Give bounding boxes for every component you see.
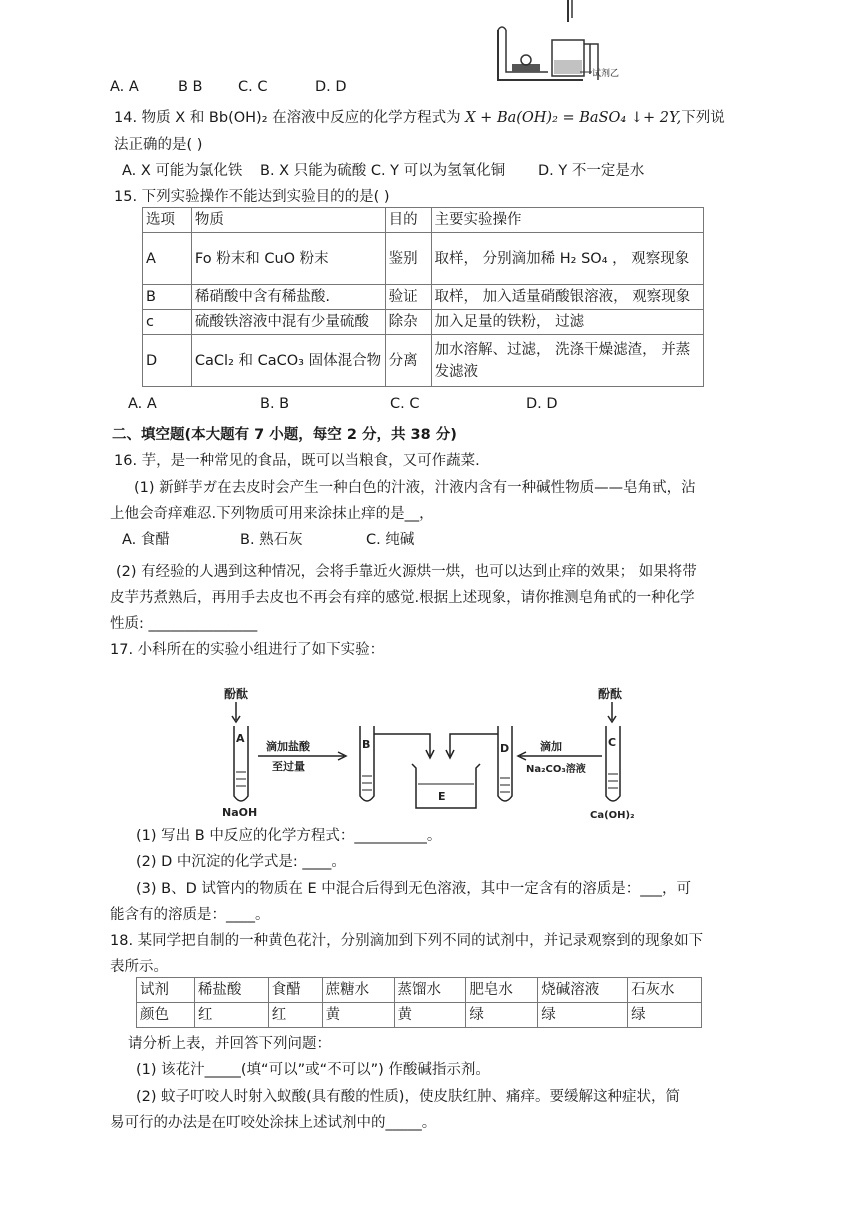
- table-header-cell: 物质: [191, 208, 385, 233]
- table-cell: 绿: [628, 1003, 702, 1028]
- section-heading: 二、填空题(本大题有 7 小题，每空 2 分，共 38 分): [112, 427, 457, 443]
- q14-option-b: B. X 只能为硫酸 C. Y 可以为氢氧化铜: [260, 163, 506, 179]
- q16-part2-line3: 性质: _______________: [110, 616, 258, 632]
- table-header-cell: 主要实验操作: [431, 208, 703, 233]
- q18-stem-line2: 表所示。: [110, 959, 168, 975]
- q13-option-b: B B: [178, 79, 203, 95]
- q14-stem-a: 14. 物质 X 和 Bb(OH)₂ 在溶液中反应的化学方程式为: [114, 110, 466, 126]
- q14-equation: X + Ba(OH)₂ = BaSO₄ ↓+ 2Y,: [465, 110, 682, 126]
- table-cell: 黄: [394, 1003, 466, 1028]
- q16-part1-line1: (1) 新鲜芋ガ在去皮时会产生一种白色的汁液，汁液内含有一种碱性物质——皂角甙，沾: [134, 480, 696, 496]
- table-cell: 分离: [385, 335, 431, 387]
- table-cell: 稀硝酸中含有稀盐酸.: [191, 285, 385, 310]
- table-cell: 红: [194, 1003, 268, 1028]
- q17-experiment-figure: [214, 684, 648, 824]
- q14-stem: [114, 106, 725, 127]
- q17-part3-line2: 能含有的溶质是：____。: [110, 907, 270, 923]
- q13-apparatus-figure: [488, 0, 628, 88]
- table-row: [143, 233, 704, 285]
- q17-part2: (2) D 中沉淀的化学式是: ____。: [136, 854, 346, 870]
- q15-option-b: B. B: [260, 396, 290, 412]
- table-row: [143, 310, 704, 335]
- q17-beaker-e: E: [438, 790, 446, 803]
- table-cell: CaCl₂ 和 CaCO₃ 固体混合物: [191, 335, 385, 387]
- table-cell: 加水溶解、过滤， 洗涤干燥滤渣， 并蒸发滤液: [431, 335, 703, 387]
- q15-stem: 15. 下列实验操作不能达到实验目的的是( ): [114, 189, 390, 205]
- q17-tube-b: B: [362, 738, 371, 751]
- q16-option-c: C. 纯碱: [366, 532, 415, 548]
- q16-stem: 16. 芋，是一种常见的食品，既可以当粮食，又可作蔬菜.: [114, 453, 480, 469]
- q17-naoh-label: NaOH: [222, 806, 258, 819]
- table-cell: Fo 粉末和 CuO 粉末: [191, 233, 385, 285]
- q18-part2-line2: 易可行的办法是在叮咬处涂抹上述试剂中的_____。: [110, 1115, 437, 1131]
- q18-stem-line1: 18. 某同学把自制的一种黄色花汁，分别滴加到下列不同的试剂中，并记录观察到的现象如下: [110, 933, 704, 949]
- table-header-cell: 目的: [385, 208, 431, 233]
- table-cell: 绿: [466, 1003, 538, 1028]
- table-cell: 稀盐酸: [194, 978, 268, 1003]
- q18-part2-line1: (2) 蚊子叮咬人时射入蚁酸(具有酸的性质)，使皮肤红肿、痛痒。要缓解这种症状，简: [136, 1089, 680, 1105]
- q17-phenol-right: 酚酞: [598, 687, 623, 701]
- q16-part1-line2: 上他会奇痒难忍.下列物质可用来涂抹止痒的是__，: [110, 506, 434, 522]
- table-cell: c: [143, 310, 192, 335]
- table-cell: 鉴别: [385, 233, 431, 285]
- q18-intro: 请分析上表，并回答下列问题：: [128, 1036, 331, 1052]
- table-row: [143, 335, 704, 387]
- q13-option-d: D. D: [315, 79, 347, 95]
- q15-table: [142, 207, 704, 387]
- table-cell: 除杂: [385, 310, 431, 335]
- table-cell: D: [143, 335, 192, 387]
- table-cell: 取样， 分别滴加稀 H₂ SO₄ ， 观察现象: [431, 233, 703, 285]
- q17-arrow-right-label2: Na₂CO₃溶液: [526, 764, 586, 775]
- q17-tube-d: D: [500, 742, 510, 755]
- q13-option-a: A. A: [110, 79, 139, 95]
- q17-stem: 17. 小科所在的实验小组进行了如下实验：: [110, 642, 385, 658]
- table-row: [137, 1003, 702, 1028]
- table-cell: 食醋: [268, 978, 322, 1003]
- table-row: [137, 978, 702, 1003]
- table-cell: 试剂: [137, 978, 195, 1003]
- q16-part2-line1: (2) 有经验的人遇到这种情况，会将手靠近火源烘一烘，也可以达到止痒的效果； 如果将带: [116, 564, 697, 580]
- table-cell: 颜色: [137, 1003, 195, 1028]
- table-cell: B: [143, 285, 192, 310]
- q17-part3-line1: (3) B、D 试管内的物质在 E 中混合后得到无色溶液，其中一定含有的溶质是：___，可: [136, 881, 691, 897]
- q17-arrow-left-label2: 至过量: [272, 760, 305, 773]
- q14-option-d: D. Y 不一定是水: [538, 163, 645, 179]
- q17-tube-a: A: [236, 732, 245, 745]
- q16-part2-line2: 皮芋艿煮熟后，再用手去皮也不再会有痒的感觉.根据上述现象，请你推测皂角甙的一种化学: [110, 590, 695, 606]
- table-cell: 蒸馏水: [394, 978, 466, 1003]
- q17-arrow-left-label1: 滴加盐酸: [266, 740, 310, 753]
- table-cell: A: [143, 233, 192, 285]
- q14-stem-b: 下列说: [681, 110, 725, 126]
- q13-option-c: C. C: [238, 79, 268, 95]
- q15-option-c: C. C: [390, 396, 420, 412]
- q16-option-b: B. 熟石灰: [240, 532, 303, 548]
- q16-option-a: A. 食醋: [122, 532, 170, 548]
- table-cell: 验证: [385, 285, 431, 310]
- table-row: [143, 285, 704, 310]
- table-cell: 黄: [322, 1003, 394, 1028]
- q17-phenol-left: 酚酞: [224, 687, 249, 701]
- table-row: [143, 208, 704, 233]
- table-cell: 绿: [538, 1003, 628, 1028]
- table-cell: 蔗糖水: [322, 978, 394, 1003]
- table-cell: 烧碱溶液: [538, 978, 628, 1003]
- q15-option-a: A. A: [128, 396, 157, 412]
- q14-stem-cont: 法正确的是( ): [114, 137, 203, 153]
- q17-caoh-label: Ca(OH)₂: [590, 810, 635, 821]
- table-cell: 加入足量的铁粉， 过滤: [431, 310, 703, 335]
- q17-arrow-right-label1: 滴加: [540, 740, 562, 753]
- q18-part1: (1) 该花汁_____(填“可以”或“不可以”) 作酸碱指示剂。: [136, 1062, 490, 1078]
- table-cell: 红: [268, 1003, 322, 1028]
- table-cell: 肥皂水: [466, 978, 538, 1003]
- table-header-cell: 选项: [143, 208, 192, 233]
- q17-tube-c: C: [608, 736, 617, 749]
- table-cell: 取样， 加入适量硝酸银溶液， 观察现象: [431, 285, 703, 310]
- q14-option-a: A. X 可能为氯化铁: [122, 163, 243, 179]
- table-cell: 硫酸铁溶液中混有少量硫酸: [191, 310, 385, 335]
- q17-part1: (1) 写出 B 中反应的化学方程式：__________。: [136, 828, 442, 844]
- q13-fig-label: 试剂乙: [592, 69, 620, 79]
- q15-option-d: D. D: [526, 396, 558, 412]
- table-cell: 石灰水: [628, 978, 702, 1003]
- q18-table: [136, 977, 702, 1028]
